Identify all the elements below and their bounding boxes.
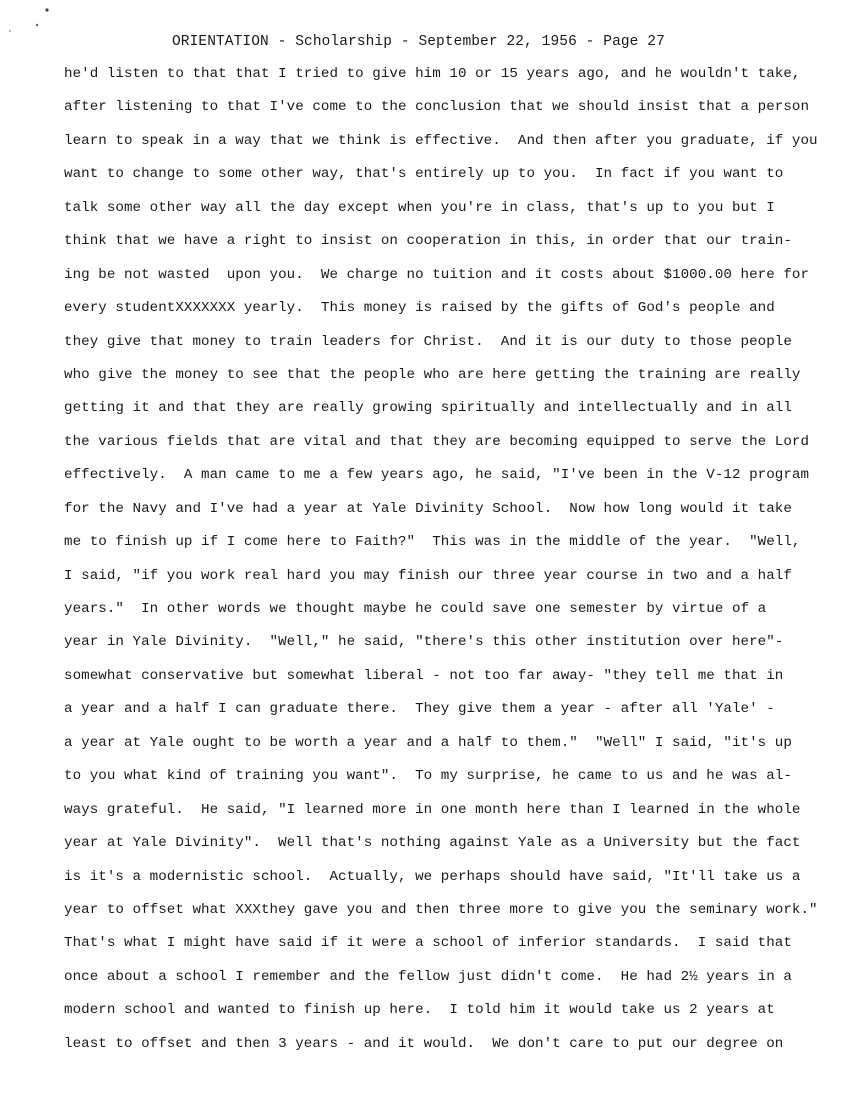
- text-line: least to offset and then 3 years - and it would. We don't care to put our degree on: [64, 1035, 784, 1052]
- text-line: want to change to some other way, that's entirely up to you. In fact if you want to: [64, 166, 784, 183]
- text-line: think that we have a right to insist on cooperation in this, in order that our train-: [64, 233, 792, 250]
- text-line: year to offset what XXXthey gave you and then three more to give you the seminary work.": [64, 901, 818, 918]
- text-line: I said, "if you work real hard you may finish our three year course in two and a half: [64, 567, 792, 584]
- text-line: That's what I might have said if it were a school of inferior standards. I said that: [64, 935, 792, 952]
- text-line: once about a school I remember and the fellow just didn't come. He had 2½ years in a: [64, 968, 792, 985]
- text-line: to you what kind of training you want". To my surprise, he came to us and he was al-: [64, 768, 792, 785]
- text-line: talk some other way all the day except when you're in class, that's up to you but I: [64, 199, 775, 216]
- text-line: years." In other words we thought maybe he could save one semester by virtue of a: [64, 601, 767, 617]
- text-line: learn to speak in a way that we think is effective. And then after you graduate, if you: [64, 132, 818, 149]
- text-line: a year and a half I can graduate there. They give them a year - after all 'Yale' -: [64, 701, 775, 718]
- text-line: they give that money to train leaders for Christ. And it is our duty to those people: [64, 333, 792, 350]
- text-line: the various fields that are vital and that they are becoming equipped to serve the Lord: [64, 433, 810, 450]
- text-line: modern school and wanted to finish up here. I told him it would take us 2 years at: [64, 1002, 775, 1019]
- text-line: year at Yale Divinity". Well that's nothing against Yale as a University but the fact: [64, 835, 801, 852]
- page-header: ORIENTATION - Scholarship - September 22, 1956 - Page 27: [172, 34, 665, 50]
- body-text: [64, 64, 824, 1067]
- text-line: somewhat conservative but somewhat liberal - not too far away- "they tell me that in: [64, 667, 784, 684]
- text-line: is it's a modernistic school. Actually, we perhaps should have said, "It'll take us a: [64, 868, 801, 885]
- text-line: who give the money to see that the people who are here getting the training are really: [64, 366, 801, 383]
- text-line: he'd listen to that that I tried to give him 10 or 15 years ago, and he wouldn't take,: [64, 66, 801, 82]
- text-line: every studentXXXXXXX yearly. This money is raised by the gifts of God's people and: [64, 300, 775, 317]
- scan-specks: [0, 0, 60, 40]
- text-line: me to finish up if I come here to Faith?" This was in the middle of the year. "Well,: [64, 534, 801, 551]
- text-line: ing be not wasted upon you. We charge no tuition and it costs about $1000.00 here for: [64, 266, 810, 283]
- text-line: for the Navy and I've had a year at Yale Divinity School. Now how long would it take: [64, 500, 792, 517]
- text-line: after listening to that I've come to the conclusion that we should insist that a person: [64, 99, 810, 116]
- text-line: year in Yale Divinity. "Well," he said, "there's this other institution over here"-: [64, 634, 784, 651]
- text-line: ways grateful. He said, "I learned more in one month here than I learned in the whole: [64, 801, 801, 818]
- text-line: getting it and that they are really growing spiritually and intellectually and in all: [64, 400, 792, 417]
- text-line: a year at Yale ought to be worth a year and a half to them." "Well" I said, "it's up: [64, 734, 792, 751]
- text-line: effectively. A man came to me a few years ago, he said, "I've been in the V-12 program: [64, 467, 810, 484]
